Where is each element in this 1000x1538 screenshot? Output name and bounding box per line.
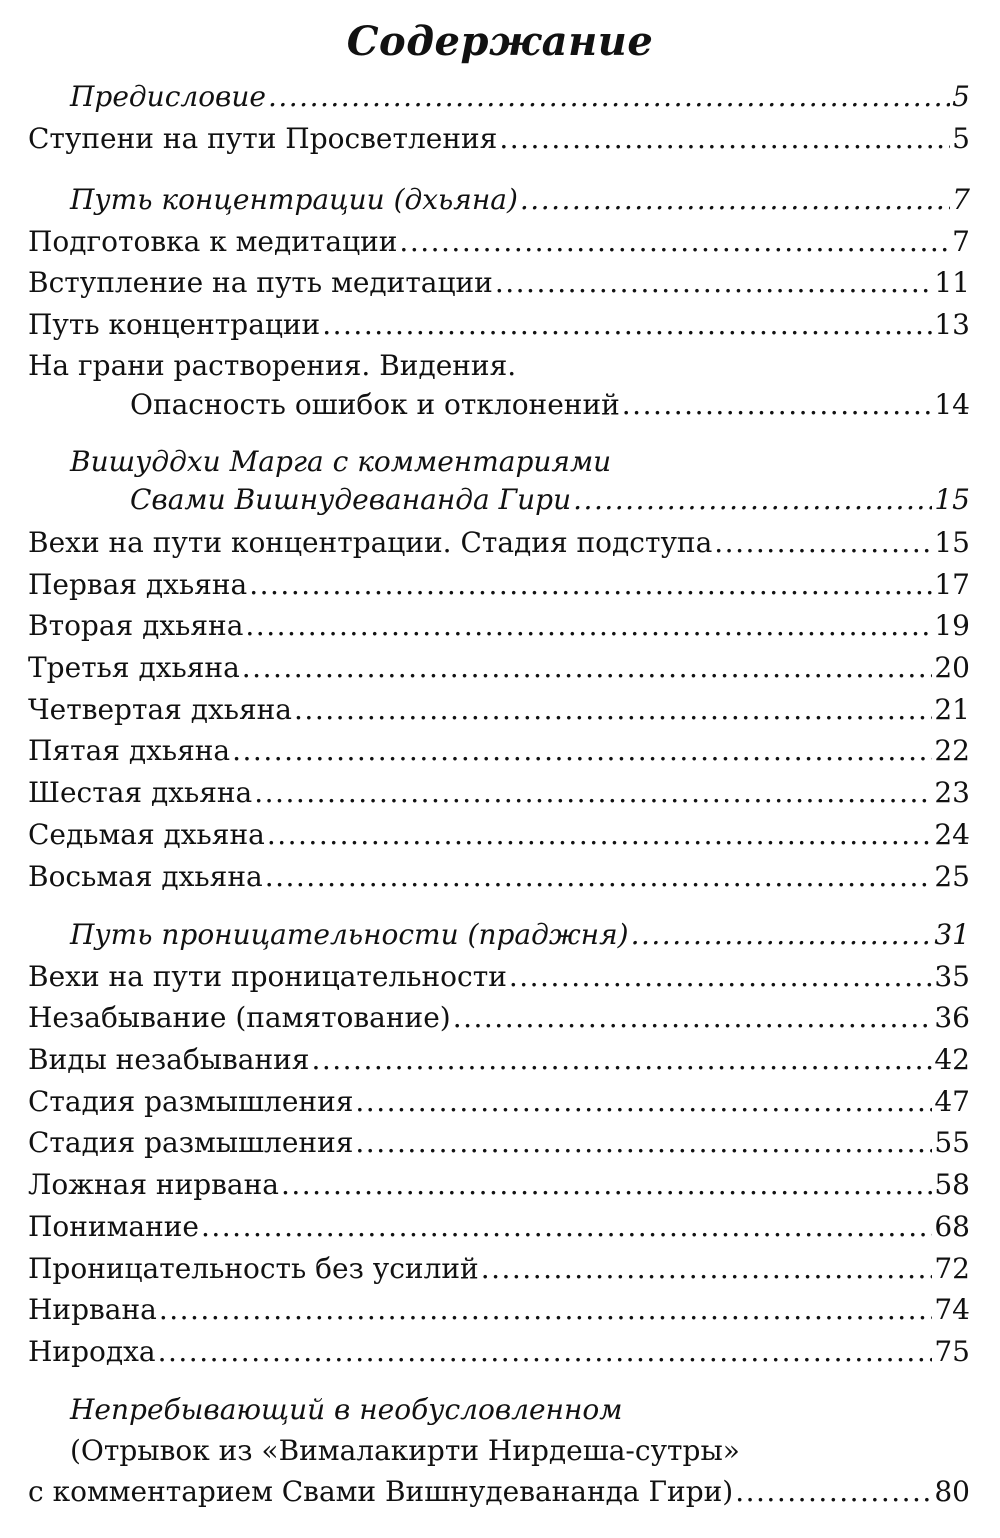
toc-entry <box>28 523 970 563</box>
dot-leader <box>735 1472 932 1512</box>
toc-entry <box>28 606 970 646</box>
dot-leader <box>245 606 932 646</box>
toc-entry-label: Стадия размышления <box>28 1085 354 1118</box>
toc-entry-page: 5 <box>952 122 970 155</box>
dot-leader <box>631 915 933 955</box>
dot-leader <box>499 119 950 159</box>
toc-entry-label: Опасность ошибок и отклонений <box>130 388 620 421</box>
dot-leader <box>267 815 933 855</box>
toc-entry-label: Ложная нирвана <box>28 1168 279 1201</box>
toc-entry-label: На грани растворения. Видения. <box>28 349 517 382</box>
dot-leader <box>481 1249 933 1289</box>
toc-entry-page: 47 <box>934 1085 970 1118</box>
toc-entry-page: 21 <box>934 693 970 726</box>
toc-entry <box>28 1290 970 1330</box>
toc-entry-label: Вехи на пути проницательности <box>28 960 507 993</box>
toc-entry-label: Третья дхьяна <box>28 651 240 684</box>
toc-entry-page: 58 <box>934 1168 970 1201</box>
toc-section-heading: Вишуддхи Марга с комментариями <box>70 445 612 478</box>
toc-entry-label: Вступление на путь медитации <box>28 266 493 299</box>
dot-leader <box>281 1165 932 1205</box>
toc-entry-page: 24 <box>934 818 970 851</box>
toc-entry-page: 17 <box>934 568 970 601</box>
toc-entry-label: Нирвана <box>28 1293 157 1326</box>
toc-entry-label: с комментарием Свами Вишнудевананда Гири) <box>28 1475 734 1508</box>
dot-leader <box>242 648 933 688</box>
toc-entry-page: 15 <box>934 526 970 559</box>
dot-leader <box>622 385 933 425</box>
toc-entry-page: 20 <box>934 651 970 684</box>
toc-entry-page: 22 <box>934 734 970 767</box>
toc-entry-label: Путь проницательности (праджня) <box>70 918 629 951</box>
toc-entry-page: 68 <box>934 1210 970 1243</box>
toc-entry-label: Вторая дхьяна <box>28 609 244 642</box>
toc-section-heading <box>70 915 970 955</box>
toc-entry-label: Четвертая дхьяна <box>28 693 293 726</box>
dot-leader <box>158 1332 933 1372</box>
toc-entry-label: Ниродха <box>28 1335 156 1368</box>
toc-entry <box>28 1123 970 1163</box>
toc-entry <box>28 1040 970 1080</box>
toc-entry <box>28 1082 970 1122</box>
toc-entry-page: 14 <box>934 388 970 421</box>
toc-entry-page: 25 <box>934 860 970 893</box>
toc-entry-label: Пятая дхьяна <box>28 734 231 767</box>
dot-leader <box>453 998 933 1038</box>
toc-entry <box>28 1207 970 1247</box>
dot-leader <box>268 77 950 117</box>
toc-entry-page: 23 <box>934 776 970 809</box>
toc-entry-page: 35 <box>934 960 970 993</box>
dot-leader <box>355 1082 932 1122</box>
toc-entry-label: Путь концентрации <box>28 308 321 341</box>
toc-section-heading: Непребывающий в необусловленном <box>70 1393 623 1426</box>
dot-leader <box>294 690 932 730</box>
toc-entry-label: Предисловие <box>70 80 266 113</box>
dot-leader <box>249 565 932 605</box>
dot-leader <box>509 957 933 997</box>
toc-section-heading <box>70 180 970 220</box>
dot-leader <box>201 1207 932 1247</box>
toc-entry <box>28 998 970 1038</box>
toc-entry-label: Восьмая дхьяна <box>28 860 263 893</box>
toc-entry-label: Вехи на пути концентрации. Стадия подступа <box>28 526 713 559</box>
toc-entry-label: Седьмая дхьяна <box>28 818 265 851</box>
toc-entry <box>28 222 970 262</box>
toc-entry <box>28 957 970 997</box>
dot-leader <box>399 222 950 262</box>
toc-entry <box>28 1165 970 1205</box>
toc-entry-page: 36 <box>934 1001 970 1034</box>
dot-leader <box>573 480 932 520</box>
toc-entry <box>70 77 970 117</box>
toc-entry-page: 80 <box>934 1475 970 1508</box>
toc-entry <box>28 1249 970 1289</box>
toc-entry <box>28 119 970 159</box>
toc-entry-page: 19 <box>934 609 970 642</box>
toc-entry-page: 7 <box>952 225 970 258</box>
toc-entry-page: 74 <box>934 1293 970 1326</box>
dot-leader <box>232 731 932 771</box>
toc-entry <box>28 305 970 345</box>
toc-entry-page: 5 <box>952 80 970 113</box>
toc-entry-page: 55 <box>934 1126 970 1159</box>
toc-entry-label: Первая дхьяна <box>28 568 248 601</box>
toc-entry-label: Путь концентрации (дхьяна) <box>70 183 518 216</box>
toc-entry <box>28 263 970 303</box>
toc-entry-page: 7 <box>952 183 970 216</box>
toc-entry-page: 15 <box>934 483 970 516</box>
toc-entry-label: (Отрывок из «Вималакирти Нирдеша-сутры» <box>70 1434 740 1467</box>
toc-entry-label: Проницательность без усилий <box>28 1252 479 1285</box>
dot-leader <box>714 523 932 563</box>
toc-entry-page: 42 <box>934 1043 970 1076</box>
toc-entry <box>28 1472 970 1512</box>
toc-entry-label: Шестая дхьяна <box>28 776 253 809</box>
toc-entry-label: Стадия размышления <box>28 1126 354 1159</box>
dot-leader <box>265 857 933 897</box>
toc-entry <box>28 648 970 688</box>
toc-entry <box>130 480 970 520</box>
page-title: Содержание <box>346 18 654 65</box>
toc-entry-page: 31 <box>934 918 970 951</box>
toc-entry-label: Незабывание (памятование) <box>28 1001 451 1034</box>
toc-entry-label: Ступени на пути Просветления <box>28 122 498 155</box>
toc-entry-label: Понимание <box>28 1210 199 1243</box>
toc-entry-page: 11 <box>934 266 970 299</box>
dot-leader <box>520 180 950 220</box>
toc-entry-label: Подготовка к медитации <box>28 225 398 258</box>
toc-entry-page: 13 <box>934 308 970 341</box>
dot-leader <box>495 263 933 303</box>
toc-entry <box>28 857 970 897</box>
dot-leader <box>311 1040 932 1080</box>
toc-entry <box>130 385 970 425</box>
toc-entry <box>28 565 970 605</box>
dot-leader <box>322 305 932 345</box>
toc-entry <box>28 773 970 813</box>
toc-entry-page: 72 <box>934 1252 970 1285</box>
dot-leader <box>254 773 932 813</box>
toc-entry-label: Свами Вишнудевананда Гири <box>130 483 572 516</box>
toc-entry <box>28 1332 970 1372</box>
dot-leader <box>159 1290 933 1330</box>
dot-leader <box>355 1123 932 1163</box>
toc-entry <box>28 731 970 771</box>
toc-entry <box>28 690 970 730</box>
toc-entry-page: 75 <box>934 1335 970 1368</box>
toc-entry-label: Виды незабывания <box>28 1043 310 1076</box>
toc-entry <box>28 815 970 855</box>
